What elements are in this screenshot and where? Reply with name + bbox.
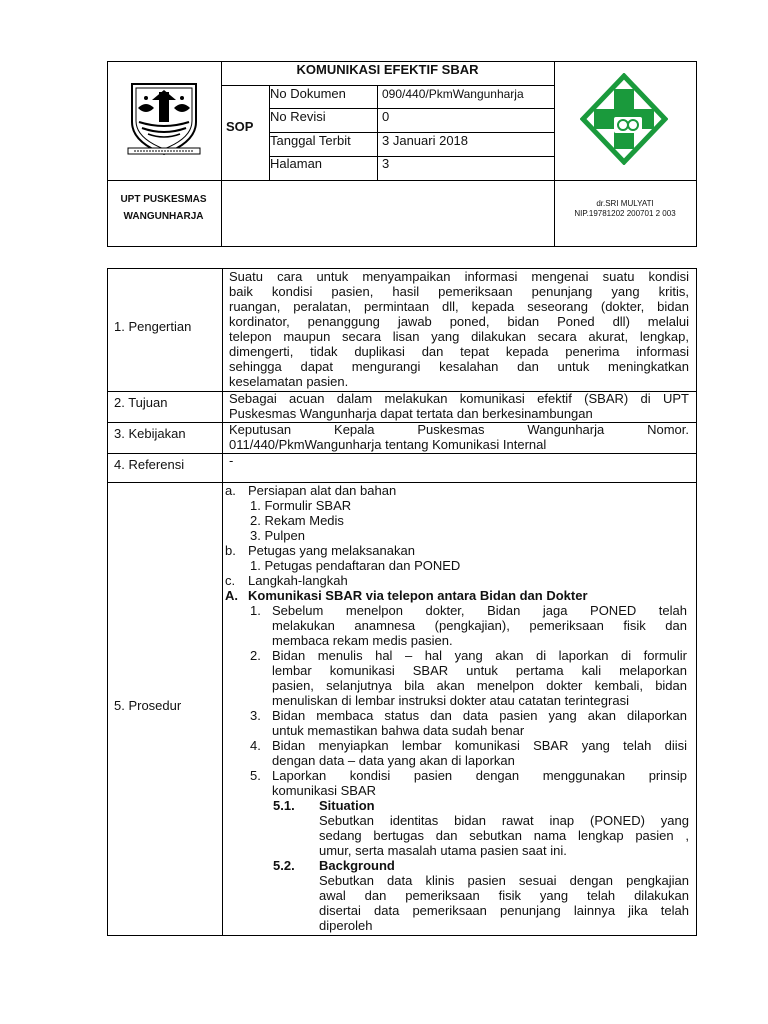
meta-label-halaman: Halaman [270, 156, 323, 171]
row-label-referensi: 4. Referensi [114, 457, 185, 472]
signer-nip: NIP.19781202 200701 2 003 [574, 209, 676, 218]
row-label-prosedur: 5. Prosedur [114, 698, 182, 713]
puskesmas-cross-icon [580, 73, 668, 165]
row-label-pengertian: 1. Pengertian [114, 319, 192, 334]
pengertian-text: Suatu cara untuk menyampaikan informasi mengenai suatu kondisi baik kondisi pasien, hasil pemeriksaan penunjang yang kritis, ruangan, peralatan, permintaan dll, kepada seseorang (dokter, bidan kordinator, penanggung jawab poned, bidan Poned dll) melalui telepon maupun secara lisan yang dilakukan secara akurat, lengkap, dimengerti, tidak duplikasi dan tepat kepada penerima informasi sehingga dapat mengurangi kesalahan dan untuk meningkatkan keselamatan pasien. [229, 269, 689, 389]
org-name-line2: WANGUNHARJA [123, 211, 204, 222]
row-label-tujuan: 2. Tujuan [114, 395, 168, 410]
prosedur-content: a. Persiapan alat dan bahan 1. Formulir SBAR 2. Rekam Medis 3. Pulpen b. Petugas yang melaksanakan 1. Petugas pendaftaran dan PONED c. Langkah-langkah A. Komunikasi SBAR via telepon antara Bidan dan Dokter 1. Sebelum menelpon dokter, Bidan jaga PONED telah melakukan anamnesa (pengkajian), pemeriksaan fisik dan membaca rekam medis pasien. 2. Bidan menulis hal – hal yang akan di laporkan di formulir lembar komunikasi SBAR untuk pertama kali melaporkan pasien, selanjutnya bila akan menelpon dokter kembali, bidan menuliskan di lembar instruksi dokter atau catatan terintegrasi 3. Bidan membaca status dan data pasien yang akan dilaporkan untuk memastikan bahwa data sudah benar 4. Bidan menyiapkan lembar komunikasi SBAR yang telah diisi dengan data – data yang akan di laporkan 5. Laporkan kondisi pasien dengan menggunakan prinsip komunikasi SBAR 5.1. Situation Sebutkan identitas bidan rawat inap (PONED) yang sedang bertugas dan sebutkan nama lengkap pasien , umur, serta masalah utama pasien saat ini. 5.2. Background Sebutkan data klinis pasien sesuai dengan pengkajian awal dan pemeriksaan fisik yang telah dilakukan disertai data pemeriksaan penunjang lainnya jika telah diperoleh [225, 483, 689, 933]
kebijakan-text: Keputusan Kepala Puskesmas Wangunharja Nomor. 011/440/PkmWangunharja tentang Komunikasi Internal [229, 422, 689, 452]
meta-label-tanggal-terbit: Tanggal Terbit [270, 133, 351, 148]
meta-value-halaman: 3 [382, 156, 390, 171]
tujuan-text: Sebagai acuan dalam melakukan komunikasi efektif (SBAR) di UPT Puskesmas Wangunharja dapat tertata dan berkesinambungan [229, 391, 689, 421]
regency-emblem-icon [124, 78, 204, 158]
signer-name: dr.SRI MULYATI [596, 199, 654, 208]
row-label-kebijakan: 3. Kebijakan [114, 426, 186, 441]
sop-label: SOP [226, 119, 254, 134]
document-title: KOMUNIKASI EFEKTIF SBAR [296, 62, 479, 77]
org-name-line1: UPT PUSKESMAS [120, 194, 207, 205]
meta-value-no-dokumen: 090/440/PkmWangunharja [382, 87, 524, 101]
meta-value-tanggal-terbit: 3 Januari 2018 [382, 133, 469, 148]
meta-label-no-dokumen: No Dokumen [270, 86, 346, 101]
meta-value-no-revisi: 0 [382, 109, 390, 124]
meta-label-no-revisi: No Revisi [270, 109, 326, 124]
referensi-text: - [229, 453, 234, 468]
